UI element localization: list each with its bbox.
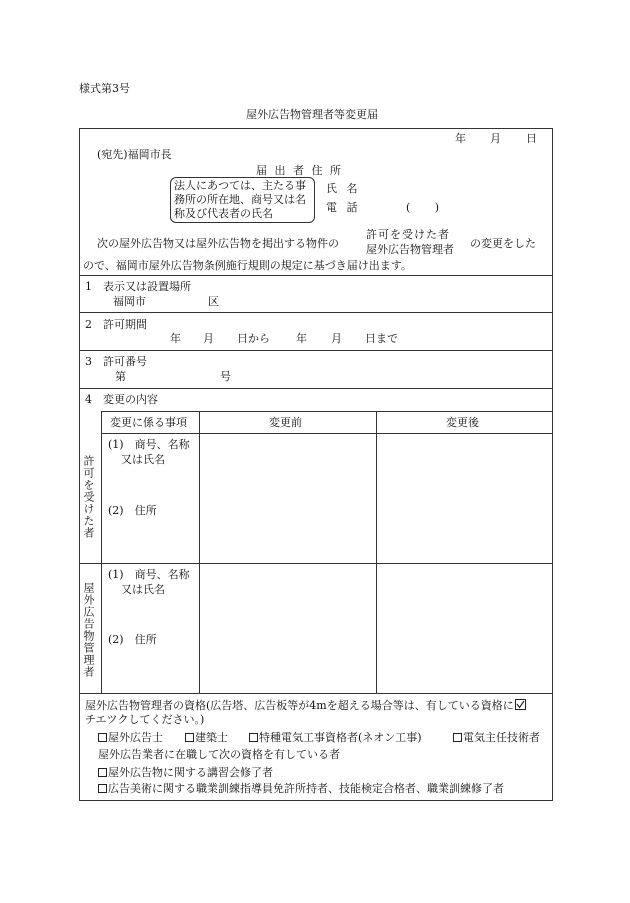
- g2-before-cell[interactable]: [200, 564, 375, 692]
- col-header-after: 変更後: [446, 416, 479, 429]
- date-year[interactable]: 年: [455, 132, 466, 145]
- section-3-title: 3 許可番号: [85, 355, 147, 368]
- applicant-phone-label: 電 話: [326, 201, 358, 214]
- corp-note-1: 法人にあつては、主たる事: [174, 179, 306, 192]
- g1-item-1b: 又は氏名: [121, 453, 165, 466]
- checkbox-icon[interactable]: [249, 733, 258, 742]
- g1-before-cell[interactable]: [200, 434, 375, 562]
- table-bottom-line: [79, 693, 553, 694]
- divider: [79, 275, 553, 276]
- checkbox-icon[interactable]: [98, 768, 107, 777]
- table-col-line: [101, 411, 102, 693]
- group-label-permit-holder: 許可を受けた者: [82, 455, 95, 539]
- permit-number-go[interactable]: 号: [220, 370, 231, 383]
- period-year-1[interactable]: 年: [170, 332, 181, 345]
- g1-item-1a: (1) 商号、名称: [108, 438, 190, 451]
- period-from[interactable]: 日から: [237, 332, 270, 345]
- period-to[interactable]: 日まで: [365, 332, 398, 345]
- checkbox-icon[interactable]: [185, 733, 194, 742]
- checkbox-icon[interactable]: [98, 733, 107, 742]
- qual-intro-2: チエツクしてください。): [85, 713, 205, 726]
- corp-note-3: 称及び代表者の氏名: [174, 207, 273, 220]
- divider: [79, 350, 553, 351]
- g1-item-2: (2) 住所: [108, 504, 157, 517]
- section-4-title: 4 変更の内容: [85, 393, 158, 406]
- period-month-2[interactable]: 月: [331, 332, 342, 345]
- intro-line2: ので、福岡市屋外広告物条例施行規則の規定に基づき届け出ます。: [83, 259, 412, 272]
- qual-employed-note: 屋外広告業者に在職して次の資格を有している者: [98, 748, 340, 761]
- section-2-title: 2 許可期間: [85, 318, 147, 331]
- qual-intro-1: [85, 699, 526, 713]
- section-1-ward[interactable]: 区: [208, 295, 219, 308]
- col-header-before: 変更前: [269, 416, 302, 429]
- g2-item-2: (2) 住所: [108, 633, 157, 646]
- check-mark-icon: [515, 699, 526, 710]
- col-header-item: 変更に係る事項: [110, 416, 187, 429]
- checkbox-icon[interactable]: [98, 784, 107, 793]
- applicant-name-label: 氏 名: [326, 182, 358, 195]
- date-day[interactable]: 日: [526, 132, 537, 145]
- section-1-title: 1 表示又は設置場所: [85, 280, 191, 293]
- qual-intro-text: 屋外広告物管理者の資格(広告塔、広告板等が4mを超える場合等は、有している資格に: [85, 699, 514, 712]
- qual-special-electrician[interactable]: 特種電気工事資格者(ネオン工事): [249, 732, 422, 745]
- intro-line1-a: 次の屋外広告物又は屋外広告物を掲出する物件の: [97, 237, 339, 250]
- divider: [79, 388, 553, 389]
- g2-item-1b: 又は氏名: [121, 583, 165, 596]
- period-year-2[interactable]: 年: [296, 332, 307, 345]
- permit-number-dai[interactable]: 第: [115, 370, 126, 383]
- qual-outdoor-ad-specialist[interactable]: 屋外広告士: [98, 732, 163, 745]
- period-month-1[interactable]: 月: [203, 332, 214, 345]
- g1-after-cell[interactable]: [377, 434, 552, 562]
- g2-item-1a: (1) 商号、名称: [108, 568, 190, 581]
- qual-architect[interactable]: 建築士: [185, 732, 228, 745]
- form-title: 屋外広告物管理者等変更届: [246, 108, 378, 121]
- addressee: (宛先)福岡市長: [97, 148, 172, 161]
- qual-chief-electrical-engineer[interactable]: 電気主任技術者: [453, 732, 540, 745]
- divider: [79, 312, 553, 313]
- intro-line1-b: の変更をした: [470, 237, 536, 250]
- qual-vocational-training[interactable]: 広告美術に関する職業訓練指導員免許所持者、技能検定合格者、職業訓練修了者: [98, 783, 504, 796]
- date-month[interactable]: 月: [490, 132, 501, 145]
- form-number: 様式第3号: [79, 82, 130, 95]
- checkbox-icon[interactable]: [453, 733, 462, 742]
- g2-after-cell[interactable]: [377, 564, 552, 692]
- table-top-line: [101, 411, 553, 412]
- applicant-phone-parens[interactable]: ( ): [406, 201, 440, 214]
- group-label-ad-manager: 屋外広告物管理者: [82, 582, 95, 678]
- intro-choice-a[interactable]: 許可を受けた者: [366, 228, 450, 241]
- corp-note-2: 務所の所在地、商号又は名: [174, 193, 306, 206]
- section-1-city: 福岡市: [113, 295, 146, 308]
- applicant-address-label: 届 出 者 住 所: [256, 164, 341, 177]
- qual-workshop-completed[interactable]: 屋外広告物に関する講習会修了者: [98, 767, 273, 780]
- intro-choice-b[interactable]: 屋外広告物管理者: [366, 243, 454, 256]
